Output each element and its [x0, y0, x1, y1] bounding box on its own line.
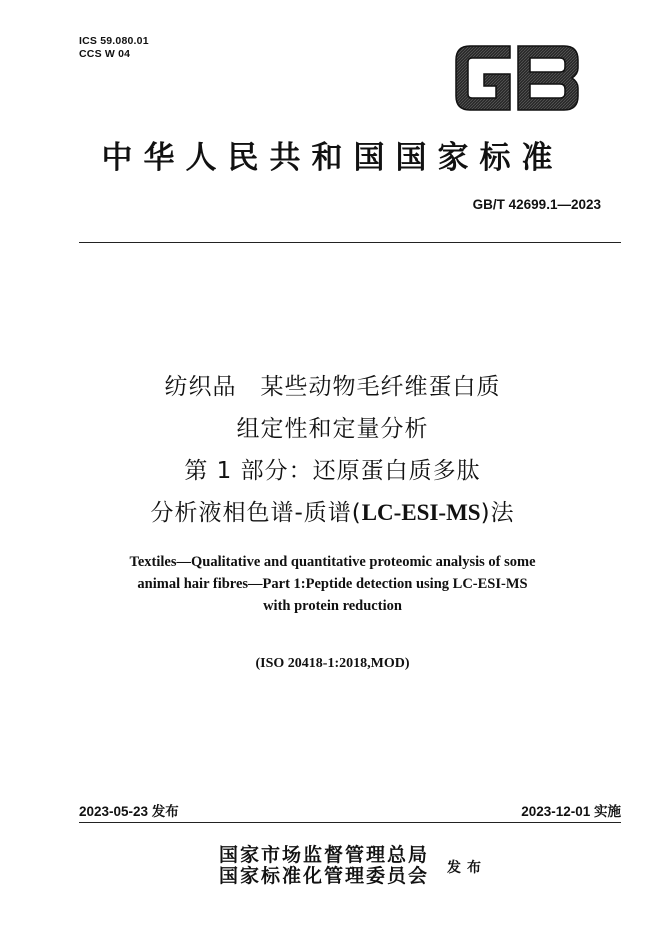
implement-date: 2023-12-01 实施	[521, 804, 621, 819]
issuer-line-1: 国家市场监督管理总局	[219, 844, 430, 866]
title-cn-line-4	[0, 494, 665, 527]
title-cn-line-1: 纺织品 某些动物毛纤维蛋白质	[164, 374, 501, 400]
issuer-line-2: 国家标准化管理委员会	[219, 865, 430, 887]
gb-logo-b	[518, 46, 578, 110]
title-en-line-2: animal hair fibres—Part 1:Peptide detection using LC-ESI-MS	[137, 576, 528, 592]
classification-codes	[79, 35, 149, 61]
ics-code: ICS 59.080.01	[79, 35, 149, 47]
iso-reference: (ISO 20418-1:2018,MOD)	[255, 656, 410, 671]
title-cn-method: LC-ESI-MS	[361, 500, 481, 525]
standard-number: GB/T 42699.1—2023	[472, 197, 601, 212]
gb-logo	[452, 42, 584, 114]
standard-organization-title: 中华人民共和国国家标准	[101, 140, 564, 176]
title-en-line-3: with protein reduction	[263, 598, 402, 614]
footer-divider	[79, 822, 621, 823]
header-divider	[79, 242, 621, 243]
title-cn-line-3: 第 1 部分：还原蛋白质多肽	[184, 458, 481, 484]
ccs-code: CCS W 04	[79, 48, 131, 60]
title-cn-line-2: 组定性和定量分析	[236, 416, 429, 442]
title-en-line-1: Textiles—Qualitative and quantitative proteomic analysis of some	[129, 554, 536, 570]
gb-logo-g	[456, 46, 510, 110]
publish-date: 2023-05-23 发布	[79, 804, 179, 819]
title-cn-line-4-suffix: )法	[480, 500, 515, 526]
title-cn-line-4-prefix: 分析液相色谱-质谱(	[150, 500, 362, 526]
issuer-action: 发布	[447, 860, 487, 876]
